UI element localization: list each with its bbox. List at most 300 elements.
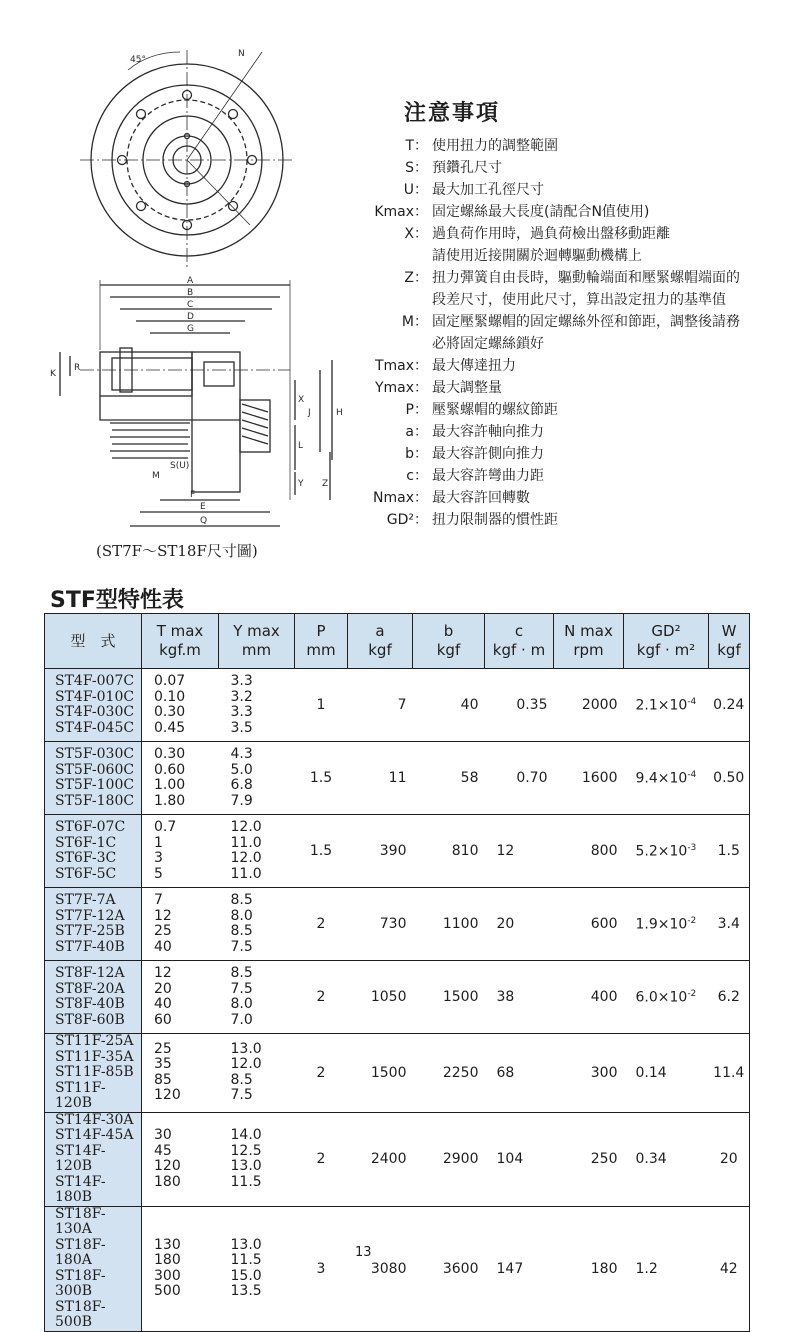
gd2-exponent: -4 [687,696,697,707]
p-cell: 1 [295,669,348,742]
note-text: 最大調整量 [432,380,502,396]
tmax-cell [142,888,219,961]
b-cell: 3600 [413,1206,485,1331]
n-label: N [238,49,245,59]
tmax-cell [142,1206,219,1331]
a-cell: 730 [348,888,413,961]
ymax-cell-value: 5.0 [230,761,253,778]
gd2-value: 0.14 [635,1064,667,1081]
ymax-cell [219,1034,295,1113]
note-key: c： [406,468,428,484]
gd2-cell [624,669,709,742]
dim-label: H [336,408,343,418]
model-cell-value: ST7F-12A [55,907,125,924]
c-cell: 104 [485,1112,554,1206]
note-text: 固定壓緊螺帽的固定螺絲外徑和節距，調整後請務 [432,314,740,330]
gd2-value: 6.0×10 [635,989,688,1006]
note-key: Nmax： [373,490,428,506]
p-cell: 2 [295,1034,348,1113]
note-key: S： [405,160,428,176]
tmax-cell [142,742,219,815]
model-cell-value: ST14F-30A [55,1111,134,1128]
header-line1: W [721,622,737,640]
note-item [360,421,790,443]
tmax-cell-value: 120 [154,1158,181,1174]
note-key: GD²： [386,512,428,528]
c-cell: 68 [485,1034,554,1113]
nmax-cell: 400 [554,961,624,1034]
a-cell: 7 [348,669,413,742]
b-cell: 1100 [413,888,485,961]
model-cell-value: ST4F-010C [55,688,135,705]
header-line2: kgf [368,641,392,659]
header-cell [554,614,624,669]
note-item [360,399,790,421]
ymax-cell-value: 8.5 [230,1071,253,1088]
header-cell [219,614,295,669]
tmax-cell-value: 0.30 [154,704,186,720]
note-key: Tmax： [374,358,428,374]
dim-label: Q [200,516,208,526]
nmax-cell: 600 [554,888,624,961]
table-row-group [45,1034,750,1113]
model-cell-value: ST4F-030C [55,704,135,720]
gd2-value: 1.9×10 [635,916,688,933]
tmax-cell [142,961,219,1034]
dim-label: C [187,300,194,310]
ymax-cell [219,1206,295,1331]
note-item [360,289,790,311]
ymax-cell-value: 13.5 [230,1283,262,1299]
c-cell: 12 [485,815,554,888]
dim-label: Y [298,479,304,489]
gd2-exponent: -3 [687,842,697,853]
tmax-cell [142,1034,219,1113]
model-cell-value: ST18F-130A [55,1205,106,1237]
ymax-cell-value: 7.0 [230,1011,253,1028]
tmax-cell-value: 0.10 [154,688,186,705]
model-cell-value: ST11F-85B [55,1064,134,1080]
note-text: 壓緊螺帽的螺紋節距 [432,402,558,418]
model-cell [45,742,142,815]
note-key [360,245,432,267]
ymax-cell-value: 4.3 [230,746,253,762]
model-cell [45,961,142,1034]
header-line1: GD² [651,622,681,640]
model-cell-value: ST4F-007C [55,673,135,689]
tmax-cell-value: 500 [154,1283,181,1299]
model-cell-value: ST8F-20A [55,980,125,997]
model-cell-value: ST4F-045C [55,719,135,736]
dim-label: K [50,369,56,379]
tmax-cell-value: 180 [154,1252,181,1268]
model-cell-value: ST7F-25B [55,923,125,939]
note-item [360,465,790,487]
table-row-group [45,1206,750,1331]
tmax-cell-value: 45 [154,1142,172,1159]
tmax-cell-value: 1.80 [154,792,186,809]
b-cell: 2900 [413,1112,485,1206]
dim-label: A [187,276,194,286]
ymax-cell [219,888,295,961]
drawing-caption: (ST7F～ST18F尺寸圖) [96,542,258,560]
note-text: 過負荷作用時，過負荷檢出盤移動距離 [432,226,670,242]
model-cell-value: ST7F-7A [55,892,116,908]
p-cell: 2 [295,961,348,1034]
note-text: 最大容許彎曲力距 [432,468,544,484]
model-cell-value: ST14F-45A [55,1127,134,1143]
model-cell-value: ST8F-40B [55,996,125,1012]
ymax-cell [219,742,295,815]
tmax-cell-value: 0.07 [154,673,186,689]
c-cell: 0.70 [485,742,554,815]
tmax-cell-value: 12 [154,907,172,924]
tmax-cell-value: 120 [154,1087,181,1104]
gd2-value: 0.34 [635,1151,667,1167]
note-item [360,157,790,179]
gd2-cell [624,961,709,1034]
note-text: 固定螺絲最大長度(請配合N值使用) [432,204,650,220]
model-cell-value: ST7F-40B [55,938,125,955]
header-line2: kgf.m [159,641,201,659]
ymax-cell-value: 14.0 [230,1127,262,1143]
header-line1: b [443,622,454,640]
note-text: 最大傳達扭力 [432,358,516,374]
note-text: 使用扭力的調整範圍 [432,138,558,154]
dim-label: X [298,395,305,405]
header-cell [413,614,485,669]
header-cell [295,614,348,669]
note-key: a： [405,424,428,440]
tmax-cell-value: 35 [154,1056,172,1073]
w-cell: 3.4 [709,888,750,961]
w-cell: 42 [709,1206,750,1331]
c-cell: 147 [485,1206,554,1331]
ymax-cell-value: 7.9 [230,792,253,809]
ymax-cell [219,1112,295,1206]
w-cell: 0.50 [709,742,750,815]
note-item [360,267,790,289]
note-key: U： [403,182,428,198]
model-cell [45,1206,142,1331]
p-cell: 1.5 [295,742,348,815]
note-key: P： [405,402,428,418]
note-key: b： [405,446,428,462]
w-cell: 0.24 [709,669,750,742]
tmax-cell-value: 0.45 [154,719,186,736]
model-cell [45,815,142,888]
b-cell: 810 [413,815,485,888]
header-cell [709,614,750,669]
table-header-row [45,614,750,669]
ymax-cell-value: 11.0 [230,834,262,851]
model-cell-value: ST14F-120B [55,1142,106,1174]
note-item [360,179,790,201]
header-cell [142,614,219,669]
tmax-cell-value: 40 [154,938,172,955]
note-item [360,245,790,267]
nmax-cell: 2000 [554,669,624,742]
tmax-cell-value: 40 [154,996,172,1012]
model-cell-value: ST5F-030C [55,746,135,762]
model-cell-value: ST11F-120B [55,1079,106,1111]
model-cell-value: ST11F-25A [55,1033,134,1049]
gd2-cell [624,742,709,815]
ymax-cell-value: 8.5 [230,923,253,939]
notes-title: 注意事項 [404,101,501,126]
model-cell-value: ST5F-180C [55,792,135,809]
a-cell: 2400 [348,1112,413,1206]
note-item [360,135,790,157]
model-cell [45,1034,142,1113]
header-line1: N max [564,622,613,640]
ymax-cell [219,815,295,888]
header-line1: c [514,622,524,640]
ymax-cell-value: 12.0 [230,1056,262,1073]
ymax-cell-value: 11.0 [230,865,262,882]
tmax-cell-value: 1 [154,834,163,851]
ymax-cell-value: 8.5 [230,965,253,981]
nmax-cell: 1600 [554,742,624,815]
model-cell-value: ST14F-180B [55,1173,106,1205]
note-text: 最大加工孔徑尺寸 [432,182,544,198]
table-row-group [45,815,750,888]
spec-table [44,613,750,1332]
model-cell-value: ST18F-500B [55,1298,106,1330]
model-cell-value: ST8F-12A [55,965,125,981]
dim-label: E [200,502,206,512]
note-text: 最大容許回轉數 [432,490,530,506]
note-item [360,201,790,223]
note-text: 請使用近接開關於迴轉驅動機構上 [432,248,642,264]
model-cell-value: ST6F-5C [55,865,117,882]
gd2-value: 2.1×10 [635,697,688,714]
nmax-cell: 250 [554,1112,624,1206]
table-row-group [45,742,750,815]
tmax-cell-value: 1.00 [154,777,186,793]
ymax-cell-value: 12.0 [230,819,262,835]
note-key: X： [404,226,428,242]
b-cell: 40 [413,669,485,742]
header-line2: mm [241,641,272,659]
ymax-cell-value: 8.0 [230,996,253,1012]
header-line1: 型 式 [70,631,116,650]
ymax-cell-value: 13.0 [230,1040,262,1057]
nmax-cell: 300 [554,1034,624,1113]
dim-label: F [190,490,196,500]
tmax-cell-value: 85 [154,1071,172,1088]
w-cell: 6.2 [709,961,750,1034]
note-item [360,355,790,377]
note-text: 最大容許側向推力 [432,446,544,462]
a-cell: 1500 [348,1034,413,1113]
p-cell: 1.5 [295,815,348,888]
note-key: Ymax： [374,380,428,396]
model-cell-value: ST6F-1C [55,834,117,851]
ymax-cell-value: 8.5 [230,892,253,908]
tmax-cell-value: 20 [154,980,172,997]
dim-label: S(U) [170,461,190,471]
ymax-cell [219,961,295,1034]
note-key: M： [401,314,428,330]
gd2-exponent: -4 [687,769,697,780]
model-cell-value: ST11F-35A [55,1048,134,1065]
table-title: STF型特性表 [50,588,184,613]
header-cell [485,614,554,669]
gd2-cell [624,1206,709,1331]
header-line2: kgf [717,641,741,659]
table-row-group [45,888,750,961]
tmax-cell-value: 130 [154,1236,181,1253]
table-row-group [45,1112,750,1206]
nmax-cell: 800 [554,815,624,888]
angle-label: 45° [130,55,146,65]
page-number: 13 [355,1245,372,1260]
tmax-cell [142,669,219,742]
model-cell [45,669,142,742]
note-text: 必將固定螺絲鎖好 [432,336,544,352]
tmax-cell-value: 30 [154,1127,172,1143]
model-cell-value: ST18F-300B [55,1267,106,1299]
tmax-cell-value: 25 [154,1040,172,1057]
c-cell: 0.35 [485,669,554,742]
p-cell: 2 [295,888,348,961]
ymax-cell-value: 3.3 [230,704,253,720]
note-item [360,311,790,333]
p-cell: 2 [295,1112,348,1206]
model-cell [45,888,142,961]
notes-section [360,96,790,531]
tmax-cell-value: 60 [154,1011,172,1028]
ymax-cell-value: 13.0 [230,1158,262,1174]
tmax-cell-value: 0.7 [154,819,177,835]
header-cell [348,614,413,669]
header-cell [624,614,709,669]
note-key: Kmax： [374,204,428,220]
p-cell: 3 [295,1206,348,1331]
note-item [360,487,790,509]
tmax-cell-value: 180 [154,1173,181,1190]
header-line2: rpm [573,641,604,659]
ymax-cell-value: 11.5 [230,1252,262,1268]
note-key [360,289,432,311]
gd2-value: 1.2 [635,1260,658,1277]
gd2-exponent: -2 [687,915,697,926]
b-cell: 2250 [413,1034,485,1113]
ymax-cell-value: 6.8 [230,777,253,793]
model-cell-value: ST6F-07C [55,819,126,835]
header-line1: P [316,622,326,640]
technical-drawing [40,40,360,580]
header-line1: a [375,622,385,640]
ymax-cell-value: 3.2 [230,688,253,705]
gd2-cell [624,1034,709,1113]
c-cell: 38 [485,961,554,1034]
note-text: 預鑽孔尺寸 [432,160,502,176]
table-row-group [45,961,750,1034]
tmax-cell-value: 12 [154,965,172,981]
ymax-cell-value: 12.5 [230,1142,262,1159]
ymax-cell-value: 11.5 [230,1173,262,1190]
dim-label: Z [322,479,329,489]
ymax-cell-value: 3.5 [230,719,253,736]
gd2-cell [624,1112,709,1206]
ymax-cell-value: 7.5 [230,980,253,997]
model-cell [45,1112,142,1206]
header-line1: T max [156,622,204,640]
header-cell [45,614,142,669]
tmax-cell-value: 3 [154,850,163,866]
dim-label: L [298,441,304,451]
header-line2: mm [306,641,336,659]
header-line1: Y max [233,622,280,640]
dim-label: M [152,471,160,481]
ymax-cell-value: 12.0 [230,850,262,866]
w-cell: 20 [709,1112,750,1206]
header-line2: kgf · m [492,641,546,659]
tmax-cell [142,815,219,888]
ymax-cell-value: 8.0 [230,907,253,924]
w-cell: 11.4 [709,1034,750,1113]
model-cell-value: ST6F-3C [55,850,117,866]
gd2-value: 5.2×10 [635,843,688,860]
model-cell-value: ST5F-060C [55,761,135,778]
tmax-cell-value: 25 [154,923,172,939]
note-item [360,223,790,245]
a-cell: 3080 [348,1206,413,1331]
a-cell: 390 [348,815,413,888]
ymax-cell-value: 7.5 [230,938,253,955]
gd2-cell [624,888,709,961]
tmax-cell [142,1112,219,1206]
model-cell-value: ST8F-60B [55,1011,125,1028]
ymax-cell [219,669,295,742]
note-key: T： [405,138,428,154]
note-item [360,443,790,465]
a-cell: 1050 [348,961,413,1034]
dim-label: J [308,408,311,418]
note-item [360,333,790,355]
note-key: Z： [404,270,428,286]
c-cell: 20 [485,888,554,961]
header-line2: kgf · m² [636,641,696,659]
note-text: 段差尺寸，使用此尺寸，算出設定扭力的基準值 [432,292,726,308]
w-cell: 1.5 [709,815,750,888]
ymax-cell-value: 3.3 [230,673,253,689]
tmax-cell-value: 5 [154,865,163,882]
header-line2: kgf [436,641,461,659]
dim-label: D [187,312,194,322]
note-key [360,333,432,355]
tmax-cell-value: 0.30 [154,746,186,762]
gd2-cell [624,815,709,888]
ymax-cell-value: 7.5 [230,1087,253,1104]
dim-label: B [187,288,194,298]
note-text: 扭力彈簧自由長時，驅動輪端面和壓緊螺帽端面的 [432,270,740,286]
dim-label: R [74,363,81,373]
tmax-cell-value: 0.60 [154,761,186,778]
b-cell: 1500 [413,961,485,1034]
note-item [360,509,790,531]
nmax-cell: 180 [554,1206,624,1331]
spec-table-wrapper [44,613,749,1332]
note-text: 最大容許軸向推力 [432,424,544,440]
model-cell-value: ST18F-180A [55,1236,106,1268]
note-item [360,377,790,399]
ymax-cell-value: 13.0 [230,1236,262,1253]
note-text: 扭力限制器的慣性距 [432,512,558,528]
ymax-cell-value: 15.0 [230,1267,262,1284]
